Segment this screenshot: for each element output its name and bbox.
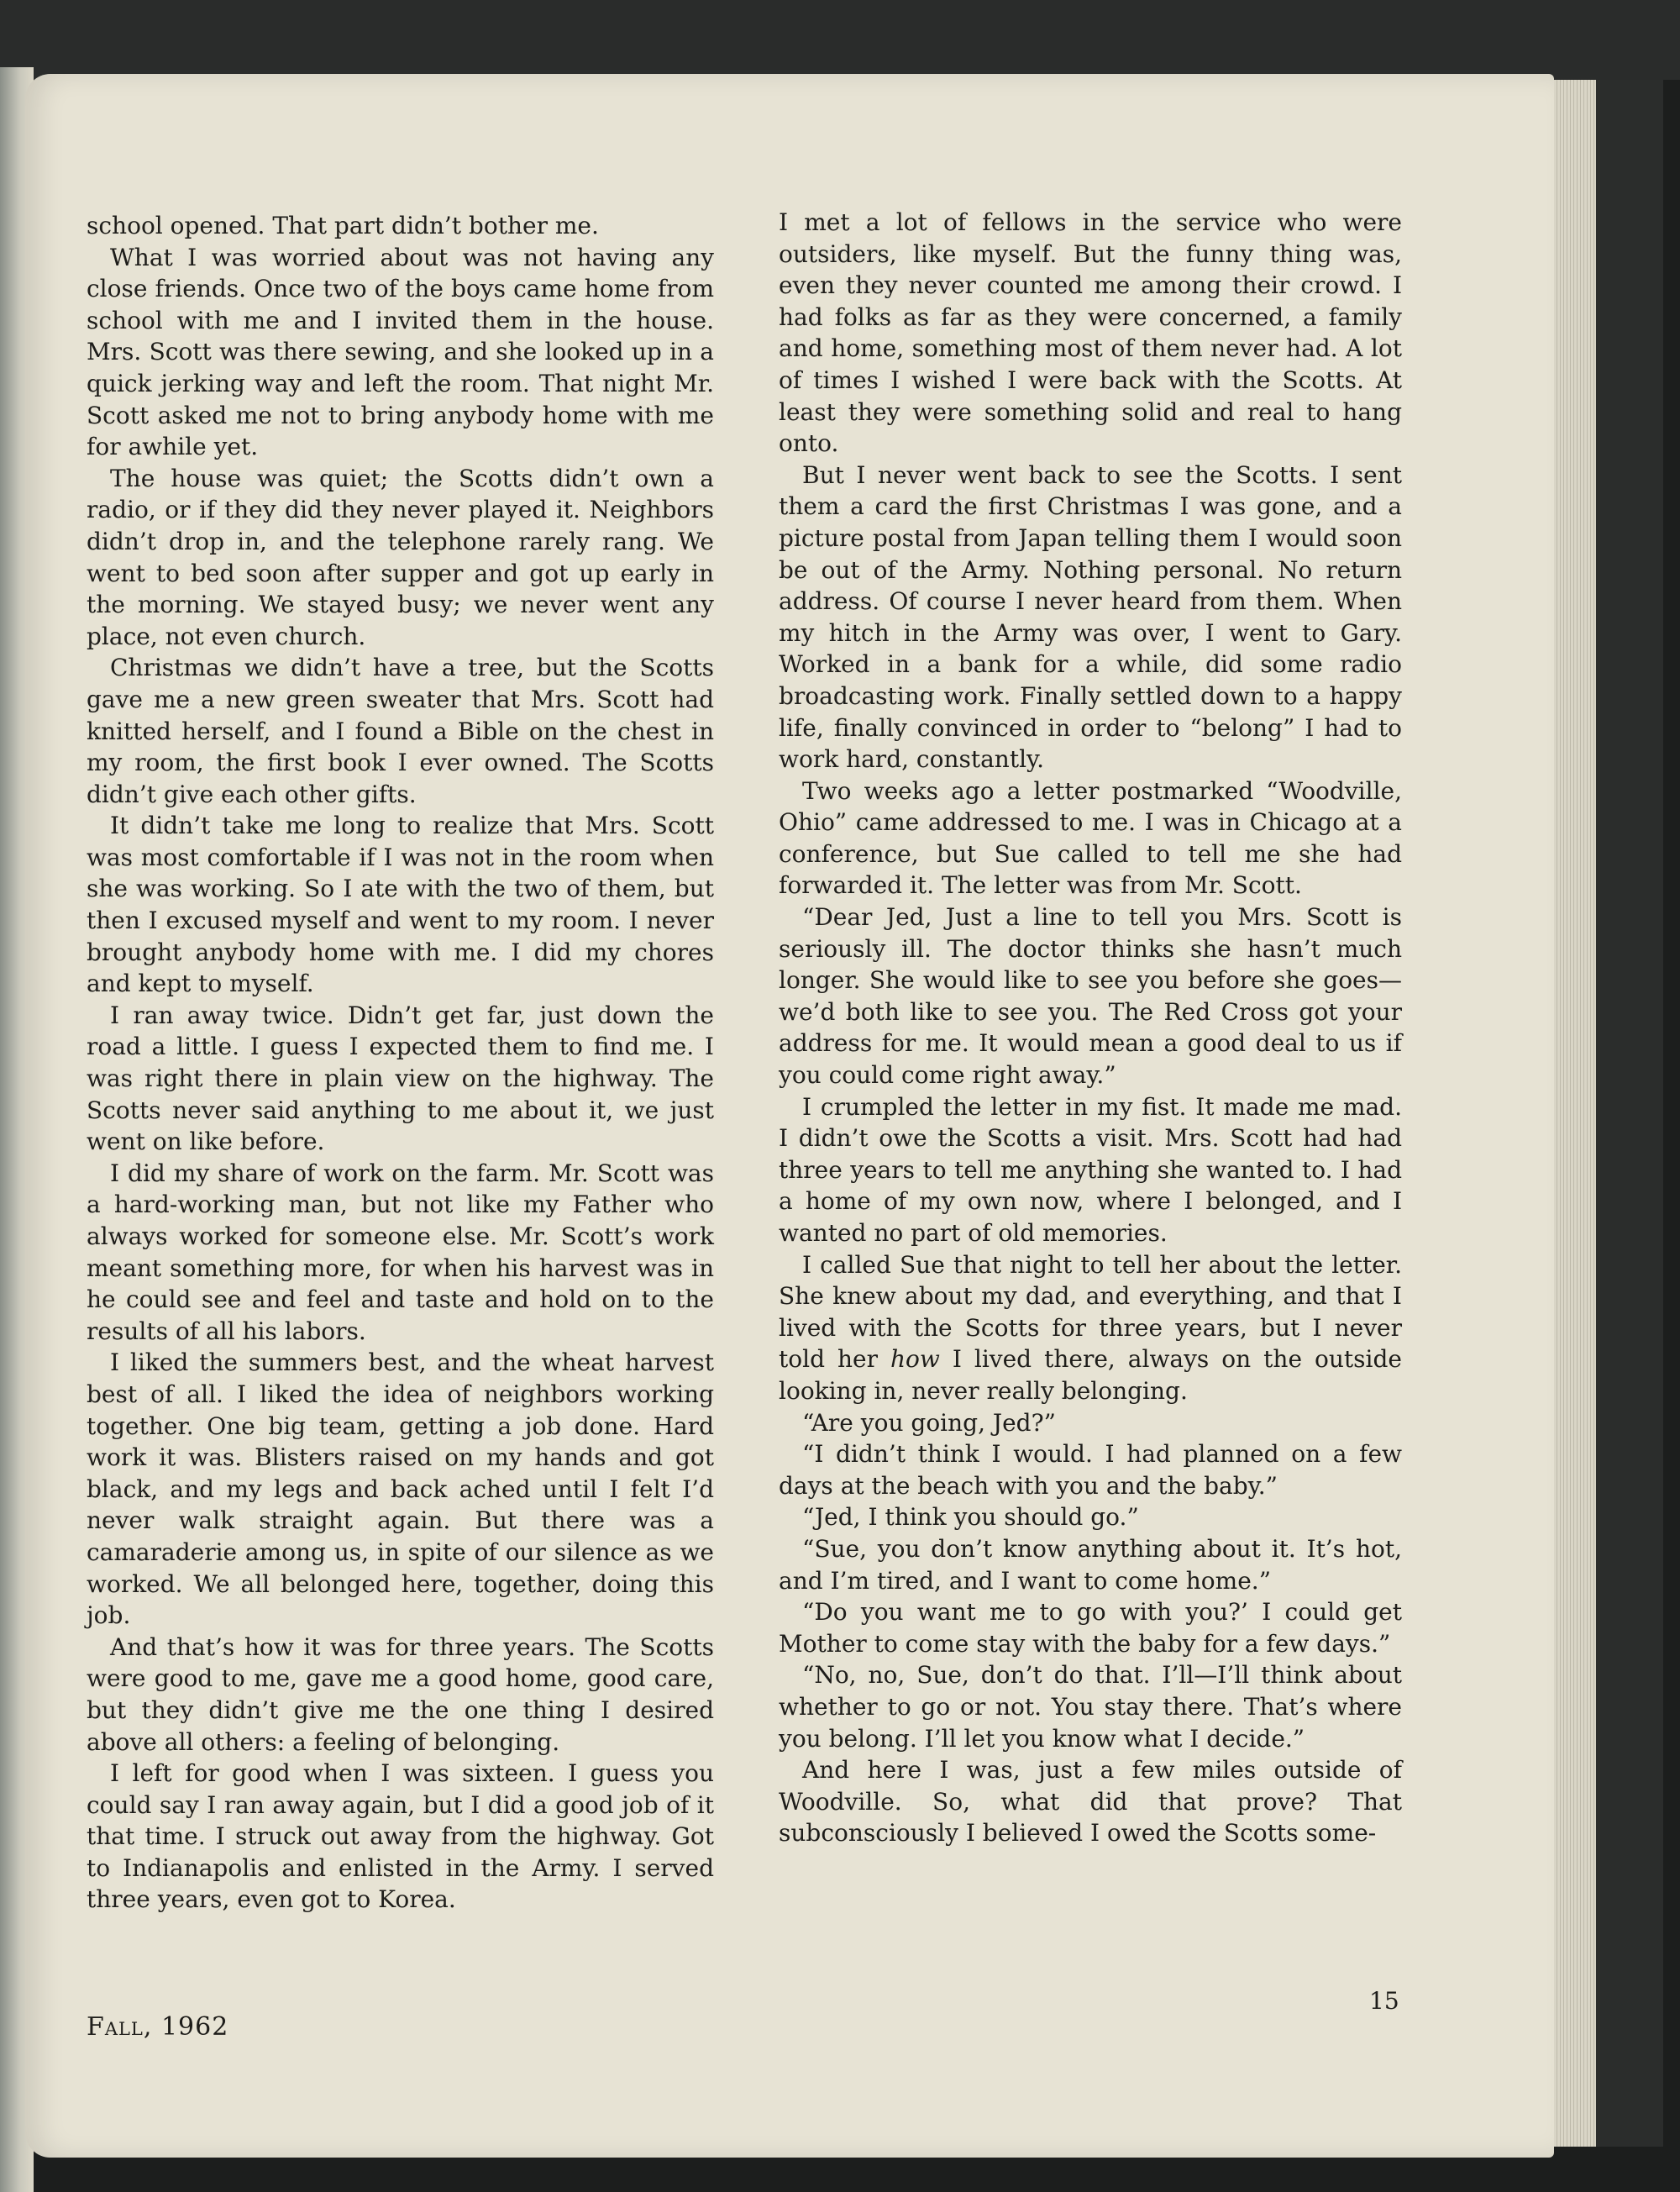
issue-date-footer <box>87 2012 228 2042</box>
issue-season: Fall <box>87 2012 144 2042</box>
text-run: I called Sue that night to tell her about the letter. She knew about my dad, and everything, and that I lived with the Scotts for three years, but I never told her <box>779 1250 1402 1374</box>
paragraph: I ran away twice. Didn’t get far, just down the road a little. I guess I expected them to find me. I was right there in plain view on the highway. The Scotts never said anything to me about it, we just went on like before. <box>87 1001 714 1156</box>
paragraph: I liked the summers best, and the wheat harvest best of all. I liked the idea of neighbors working together. One big team, getting a job done. Hard work it was. Blisters raised on my hands and got black, and my legs and back ached until I felt I’d never walk straight again. But there was a camaraderie among us, in spite of our silence as we worked. We all belonged here, together, doing this job. <box>87 1348 714 1630</box>
dialogue-line: “Sue, you don’t know anything about it. It’s hot, and I’m tired, and I want to come home.” <box>779 1534 1402 1595</box>
dialogue-line: “Do you want me to go with you?’ I could get Mother to come stay with the baby for a few days.” <box>779 1598 1402 1658</box>
book-cover-edge <box>1596 80 1663 2147</box>
dialogue-line: “Jed, I think you should go.” <box>802 1503 1139 1532</box>
paragraph: The house was quiet; the Scotts didn’t own a radio, or if they did they never played it. Neighbors didn’t drop in, and the telephone rarely rang. We went to bed soon after supper and got up early in the morning. We stayed busy; we never went any place, not even church. <box>87 464 714 650</box>
paragraph: But I never went back to see the Scotts. I sent them a card the first Christmas I was gone, and a picture postal from Japan telling them I would soon be out of the Army. Nothing personal. No return address. Of course I never heard from them. When my hitch in the Army was over, I went to Gary. Worked in a bank for a while, did some radio broadcasting work. Finally settled down to a happy life, finally convinced in order to “belong” I had to work hard, constantly. <box>779 460 1402 774</box>
italic-emphasis: how <box>890 1345 940 1374</box>
page-number: 15 <box>1369 1987 1399 2015</box>
left-text-column <box>87 210 714 1916</box>
paragraph: Christmas we didn’t have a tree, but the Scotts gave me a new green sweater that Mrs. Scott had knitted herself, and I found a Bible on the chest in my room, the first book I ever owned. The Scotts didn’t give each other gifts. <box>87 654 714 808</box>
paragraph: I crumpled the letter in my fist. It made me mad. I didn’t owe the Scotts a visit. Mrs. Scott had had three years to tell me anything she wanted to. I had a home of my own now, where I belonged, and I wanted no part of old memories. <box>779 1092 1402 1247</box>
paragraph: “Dear Jed, Just a line to tell you Mrs. Scott is seriously ill. The doctor thinks she hasn’t much longer. She would like to see you before she goes—we’d both like to see you. The Red Cross got your address for me. It would mean a good deal to us if you could come right away.” <box>779 903 1402 1090</box>
issue-year: , 1962 <box>143 2012 229 2042</box>
paragraph: Two weeks ago a letter postmarked “Woodville, Ohio” came addressed to me. I was in Chicago at a conference, but Sue called to tell me she had forwarded it. The letter was from Mr. Scott. <box>779 776 1402 900</box>
dialogue-line: “Are you going, Jed?” <box>802 1408 1056 1437</box>
right-text-column <box>779 207 1402 1849</box>
paragraph: And that’s how it was for three years. The Scotts were good to me, gave me a good home, good care, but they didn’t give me the one thing I desired above all others: a feeling of belonging. <box>87 1632 714 1756</box>
paragraph: And here I was, just a few miles outside of Woodville. So, what did that prove? That subconsciously I believed I owed the Scotts some- <box>779 1756 1402 1848</box>
paragraph: It didn’t take me long to realize that Mrs. Scott was most comfortable if I was not in the room when she was working. So I ate with the two of them, but then I excused myself and went to my room. I never brought anybody home with me. I did my chores and kept to myself. <box>87 812 714 998</box>
paragraph: school opened. That part didn’t bother me. <box>87 212 599 239</box>
paragraph: What I was worried about was not having any close friends. Once two of the boys came home from school with me and I invited them in the house. Mrs. Scott was there sewing, and she looked up in a quick jerking way and left the room. That night Mr. Scott asked me not to bring anybody home with me for awhile yet. <box>87 243 714 461</box>
paragraph: I did my share of work on the farm. Mr. Scott was a hard-working man, but not like my Father who always worked for someone else. Mr. Scott’s work meant something more, for when his harvest was in he could see and feel and taste and hold on to the results of all his labors. <box>87 1159 714 1345</box>
paragraph: I left for good when I was sixteen. I guess you could say I ran away again, but I did a good job of it that time. I struck out away from the highway. Got to Indianapolis and enlisted in the Army. I served three years, even got to Korea. <box>87 1759 714 1914</box>
text-run: I lived there, always on the outside looking in, never really belonging. <box>779 1345 1402 1405</box>
scan-background-top <box>0 0 1680 80</box>
dialogue-line: “I didn’t think I would. I had planned on a few days at the beach with you and the baby.” <box>779 1440 1402 1500</box>
paragraph: I met a lot of fellows in the service who were outsiders, like myself. But the funny thing was, even they never counted me among their crowd. I had folks as far as they were concerned, a family and home, something most of them never had. A lot of times I wished I were back with the Scotts. At least they were something solid and real to hang onto. <box>779 208 1402 458</box>
paragraph-with-emphasis <box>779 1249 1402 1407</box>
dialogue-line: “No, no, Sue, don’t do that. I’ll—I’ll think about whether to go or not. You stay there. That’s where you belong. I’ll let you know what I decide.” <box>779 1661 1402 1753</box>
